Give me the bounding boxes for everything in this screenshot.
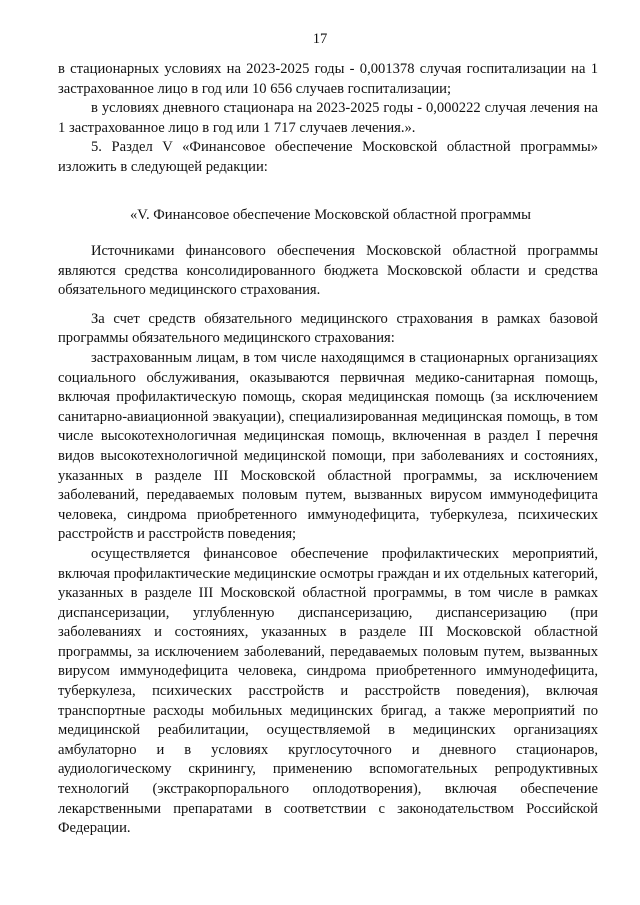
paragraph-funding-sources: Источниками финансового обеспечения Московской областной программы являются средства консолидированного бюджета Московской области и средства обязательного медицинского страхования. bbox=[58, 243, 598, 299]
paragraph-day-hospital-rate: в условиях дневного стационара на 2023-2025 годы - 0,000222 случая лечения на 1 застрахованное лицо в год или 1 717 случаев лечения.». bbox=[58, 100, 598, 136]
section-top bbox=[58, 60, 598, 178]
section-body bbox=[58, 242, 598, 839]
section-heading: «V. Финансовое обеспечение Московской областной программы bbox=[130, 207, 531, 223]
page-number: 17 bbox=[312, 31, 328, 47]
paragraph-insured-persons: застрахованным лицам, в том числе находящимся в стационарных организациях социального обслуживания, оказываются первичная медико-санитарная помощь, включая профилактическую помощь, скорая медицинская помощь (за исключением санитарно-авиационной эвакуации), специализированная медицинская помощь, в том числе высокотехнологичная медицинская помощь, включенная в раздел I перечня видов высокотехнологичной медицинской помощи, при заболеваниях и состояниях, указанных в разделе III Московской областной программы, за исключением заболеваний, передаваемых половым путем, вызванных вирусом иммунодефицита человека, синдрома приобретенного иммунодефицита, туберкулеза, психических расстройств и расстройств поведения; bbox=[58, 349, 598, 543]
paragraph-prevention-funding: осуществляется финансовое обеспечение профилактических мероприятий, включая профилактические медицинские осмотры граждан и их отдельных категорий, указанных в разделе III Московской областной программы, в том числе в рамках диспансеризации, углубленную диспансеризацию, диспансеризацию (при заболеваниях и состояниях, указанных в разделе III Московской областной программы, за исключением заболеваний, передаваемых половым путем, вызванных вирусом иммунодефицита человека, синдрома приобретенного иммунодефицита, туберкулеза, психических расстройств и расстройств поведения), включая транспортные расходы мобильных медицинских бригад, а также мероприятий по медицинской реабилитации, осуществляемой в медицинских организациях амбулаторно и в условиях круглосуточного и дневного стационаров, аудиологическому скринингу, применению вспомогательных репродуктивных технологий (экстракорпорального оплодотворения), включая обеспечение лекарственными препаратами в соответствии с законодательством Российской Федерации. bbox=[58, 545, 598, 837]
paragraph-section-5-intro: 5. Раздел V «Финансовое обеспечение Московской областной программы» изложить в следующей редакции: bbox=[58, 139, 598, 175]
paragraph-hospital-rate: в стационарных условиях на 2023-2025 годы - 0,001378 случая госпитализации на 1 застрахованное лицо в год или 10 656 случаев госпитализации; bbox=[58, 61, 598, 97]
paragraph-oms-intro: За счет средств обязательного медицинского страхования в рамках базовой программы обязательного медицинского страхования: bbox=[58, 310, 598, 347]
